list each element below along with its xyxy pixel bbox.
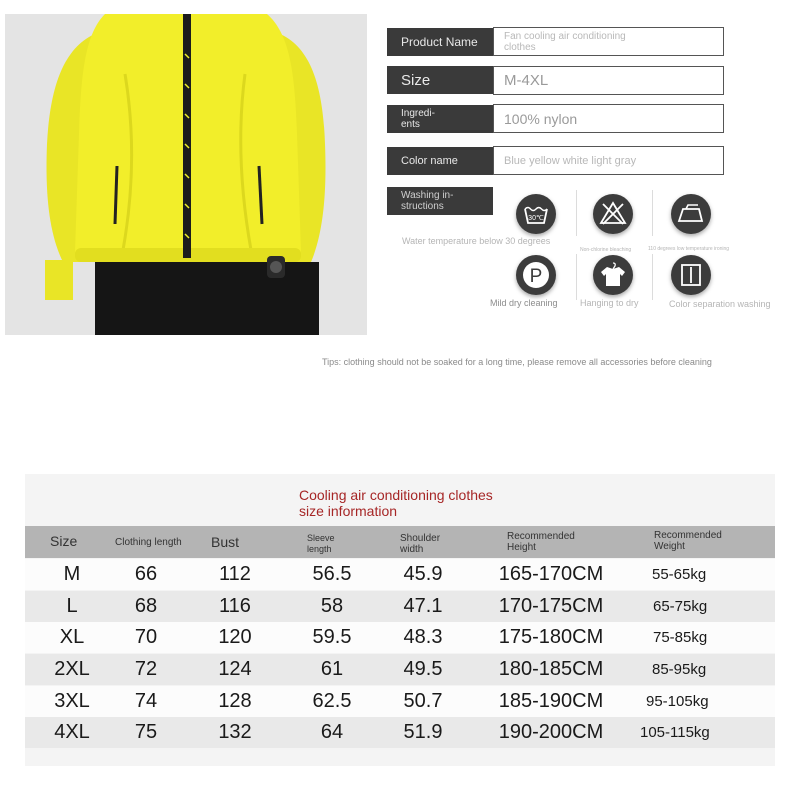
table-row bbox=[25, 717, 775, 748]
cell-sleeve: 59.5 bbox=[312, 626, 352, 648]
size-title-line2: size information bbox=[299, 503, 398, 519]
cell-bust: 128 bbox=[218, 690, 252, 712]
color-name-value bbox=[493, 146, 724, 175]
cell-bust: 112 bbox=[219, 563, 251, 585]
product-name-value-text: Fan cooling air conditioning clothes bbox=[504, 30, 626, 53]
yellow-jacket-image bbox=[5, 14, 367, 335]
hang-dry-icon bbox=[593, 255, 633, 295]
cell-height: 175-180CM bbox=[498, 626, 604, 648]
cell-weight: 85-95kg bbox=[652, 661, 707, 678]
header-recommended-weight bbox=[654, 530, 722, 552]
cell-size: XL bbox=[59, 626, 85, 648]
divider bbox=[576, 190, 577, 236]
size-table-header bbox=[25, 526, 775, 558]
cell-size: 4XL bbox=[54, 721, 90, 743]
cell-height: 165-170CM bbox=[498, 563, 604, 585]
ingredients-label bbox=[387, 105, 493, 133]
cell-shoulder: 51.9 bbox=[403, 721, 443, 743]
divider bbox=[652, 190, 653, 236]
cell-sleeve: 61 bbox=[320, 658, 344, 680]
table-row bbox=[25, 686, 775, 717]
cell-sleeve: 62.5 bbox=[312, 690, 352, 712]
washing-label-text: Washing in-structions bbox=[401, 190, 454, 212]
cell-height: 170-175CM bbox=[498, 595, 604, 617]
ingredients-value bbox=[493, 104, 724, 133]
cell-shoulder: 50.7 bbox=[403, 690, 443, 712]
header-sleeve-line1: Sleeve bbox=[307, 533, 335, 543]
product-name-label bbox=[387, 28, 493, 56]
table-row bbox=[25, 559, 775, 590]
cell-bust: 124 bbox=[218, 658, 252, 680]
table-row bbox=[25, 622, 775, 653]
header-sleeve-length bbox=[307, 533, 335, 555]
cell-sleeve: 58 bbox=[320, 595, 344, 617]
color-name-value-text: Blue yellow white light gray bbox=[504, 154, 637, 167]
header-height-line2: Height bbox=[507, 542, 536, 553]
iron-low-text: 110 degrees low temperature ironing bbox=[648, 246, 730, 252]
cell-height: 190-200CM bbox=[498, 721, 604, 743]
size-table-title bbox=[299, 487, 493, 519]
cell-size: M bbox=[63, 563, 81, 585]
header-shoulder-line2: width bbox=[400, 544, 424, 555]
separate-wash-icon bbox=[671, 255, 711, 295]
washing-label bbox=[387, 187, 493, 215]
iron-low-icon bbox=[671, 194, 711, 234]
cell-height: 185-190CM bbox=[498, 690, 604, 712]
cell-bust: 120 bbox=[218, 626, 252, 648]
hang-dry-text: Hanging to dry bbox=[580, 298, 639, 308]
product-photo bbox=[5, 14, 367, 335]
size-title-line1: Cooling air conditioning clothes bbox=[299, 487, 493, 503]
cell-weight: 65-75kg bbox=[653, 598, 708, 615]
cell-length: 75 bbox=[134, 721, 158, 743]
cell-size: L bbox=[66, 595, 78, 617]
wash-temp-text: 30℃ bbox=[528, 215, 544, 222]
header-recommended-height bbox=[507, 531, 575, 553]
ingredients-label-text: Ingredi-ents bbox=[401, 108, 435, 130]
cell-length: 66 bbox=[134, 563, 158, 585]
header-clothing-length: Clothing length bbox=[115, 537, 182, 548]
size-value-text: M-4XL bbox=[504, 72, 549, 89]
size-value bbox=[493, 66, 724, 95]
cell-shoulder: 45.9 bbox=[403, 563, 443, 585]
cell-height: 180-185CM bbox=[498, 658, 604, 680]
divider bbox=[576, 254, 577, 300]
divider bbox=[652, 254, 653, 300]
wash-30-icon bbox=[516, 194, 556, 234]
cell-weight: 55-65kg bbox=[652, 566, 707, 583]
cell-length: 70 bbox=[134, 626, 158, 648]
wash-30-text: Water temperature below 30 degrees bbox=[402, 236, 551, 246]
dry-clean-text: Mild dry cleaning bbox=[490, 298, 558, 308]
header-bust: Bust bbox=[211, 534, 240, 550]
dry-clean-symbol: P bbox=[529, 266, 543, 287]
cell-size: 3XL bbox=[54, 690, 90, 712]
cell-weight: 95-105kg bbox=[646, 693, 709, 710]
cell-sleeve: 56.5 bbox=[312, 563, 352, 585]
color-name-label bbox=[387, 147, 493, 175]
no-bleach-text: Non-chlorine bleaching bbox=[580, 247, 632, 253]
cell-length: 72 bbox=[134, 658, 158, 680]
cell-weight: 75-85kg bbox=[653, 629, 708, 646]
header-shoulder-line1: Shoulder bbox=[400, 533, 441, 544]
table-row bbox=[25, 654, 775, 685]
cell-sleeve: 64 bbox=[320, 721, 344, 743]
cell-length: 74 bbox=[134, 690, 158, 712]
header-shoulder-width bbox=[400, 533, 440, 555]
cell-shoulder: 48.3 bbox=[403, 626, 443, 648]
product-name-label-text: Product Name bbox=[401, 35, 478, 49]
header-weight-line2: Weight bbox=[654, 541, 685, 552]
ingredients-value-text: 100% nylon bbox=[504, 110, 578, 127]
table-row bbox=[25, 591, 775, 622]
header-weight-line1: Recommended bbox=[654, 530, 722, 541]
header-size: Size bbox=[50, 533, 78, 549]
header-sleeve-line2: length bbox=[307, 544, 332, 554]
cell-weight: 105-115kg bbox=[640, 724, 710, 741]
cell-shoulder: 47.1 bbox=[403, 595, 443, 617]
cell-size: 2XL bbox=[54, 658, 90, 680]
product-name-value bbox=[493, 27, 724, 56]
dry-clean-p-icon bbox=[516, 255, 556, 295]
cell-shoulder: 49.5 bbox=[403, 658, 443, 680]
no-bleach-icon bbox=[593, 194, 633, 234]
cell-bust: 132 bbox=[218, 721, 252, 743]
color-name-label-text: Color name bbox=[401, 155, 458, 167]
size-label-text: Size bbox=[401, 71, 431, 89]
care-tips: Tips: clothing should not be soaked for a long time, please remove all accessories before cleaning bbox=[322, 357, 712, 367]
header-height-line1: Recommended bbox=[507, 531, 575, 542]
cell-length: 68 bbox=[134, 595, 158, 617]
cell-bust: 116 bbox=[219, 595, 251, 617]
separate-wash-text: Color separation washing bbox=[669, 299, 771, 309]
size-label bbox=[387, 66, 493, 94]
